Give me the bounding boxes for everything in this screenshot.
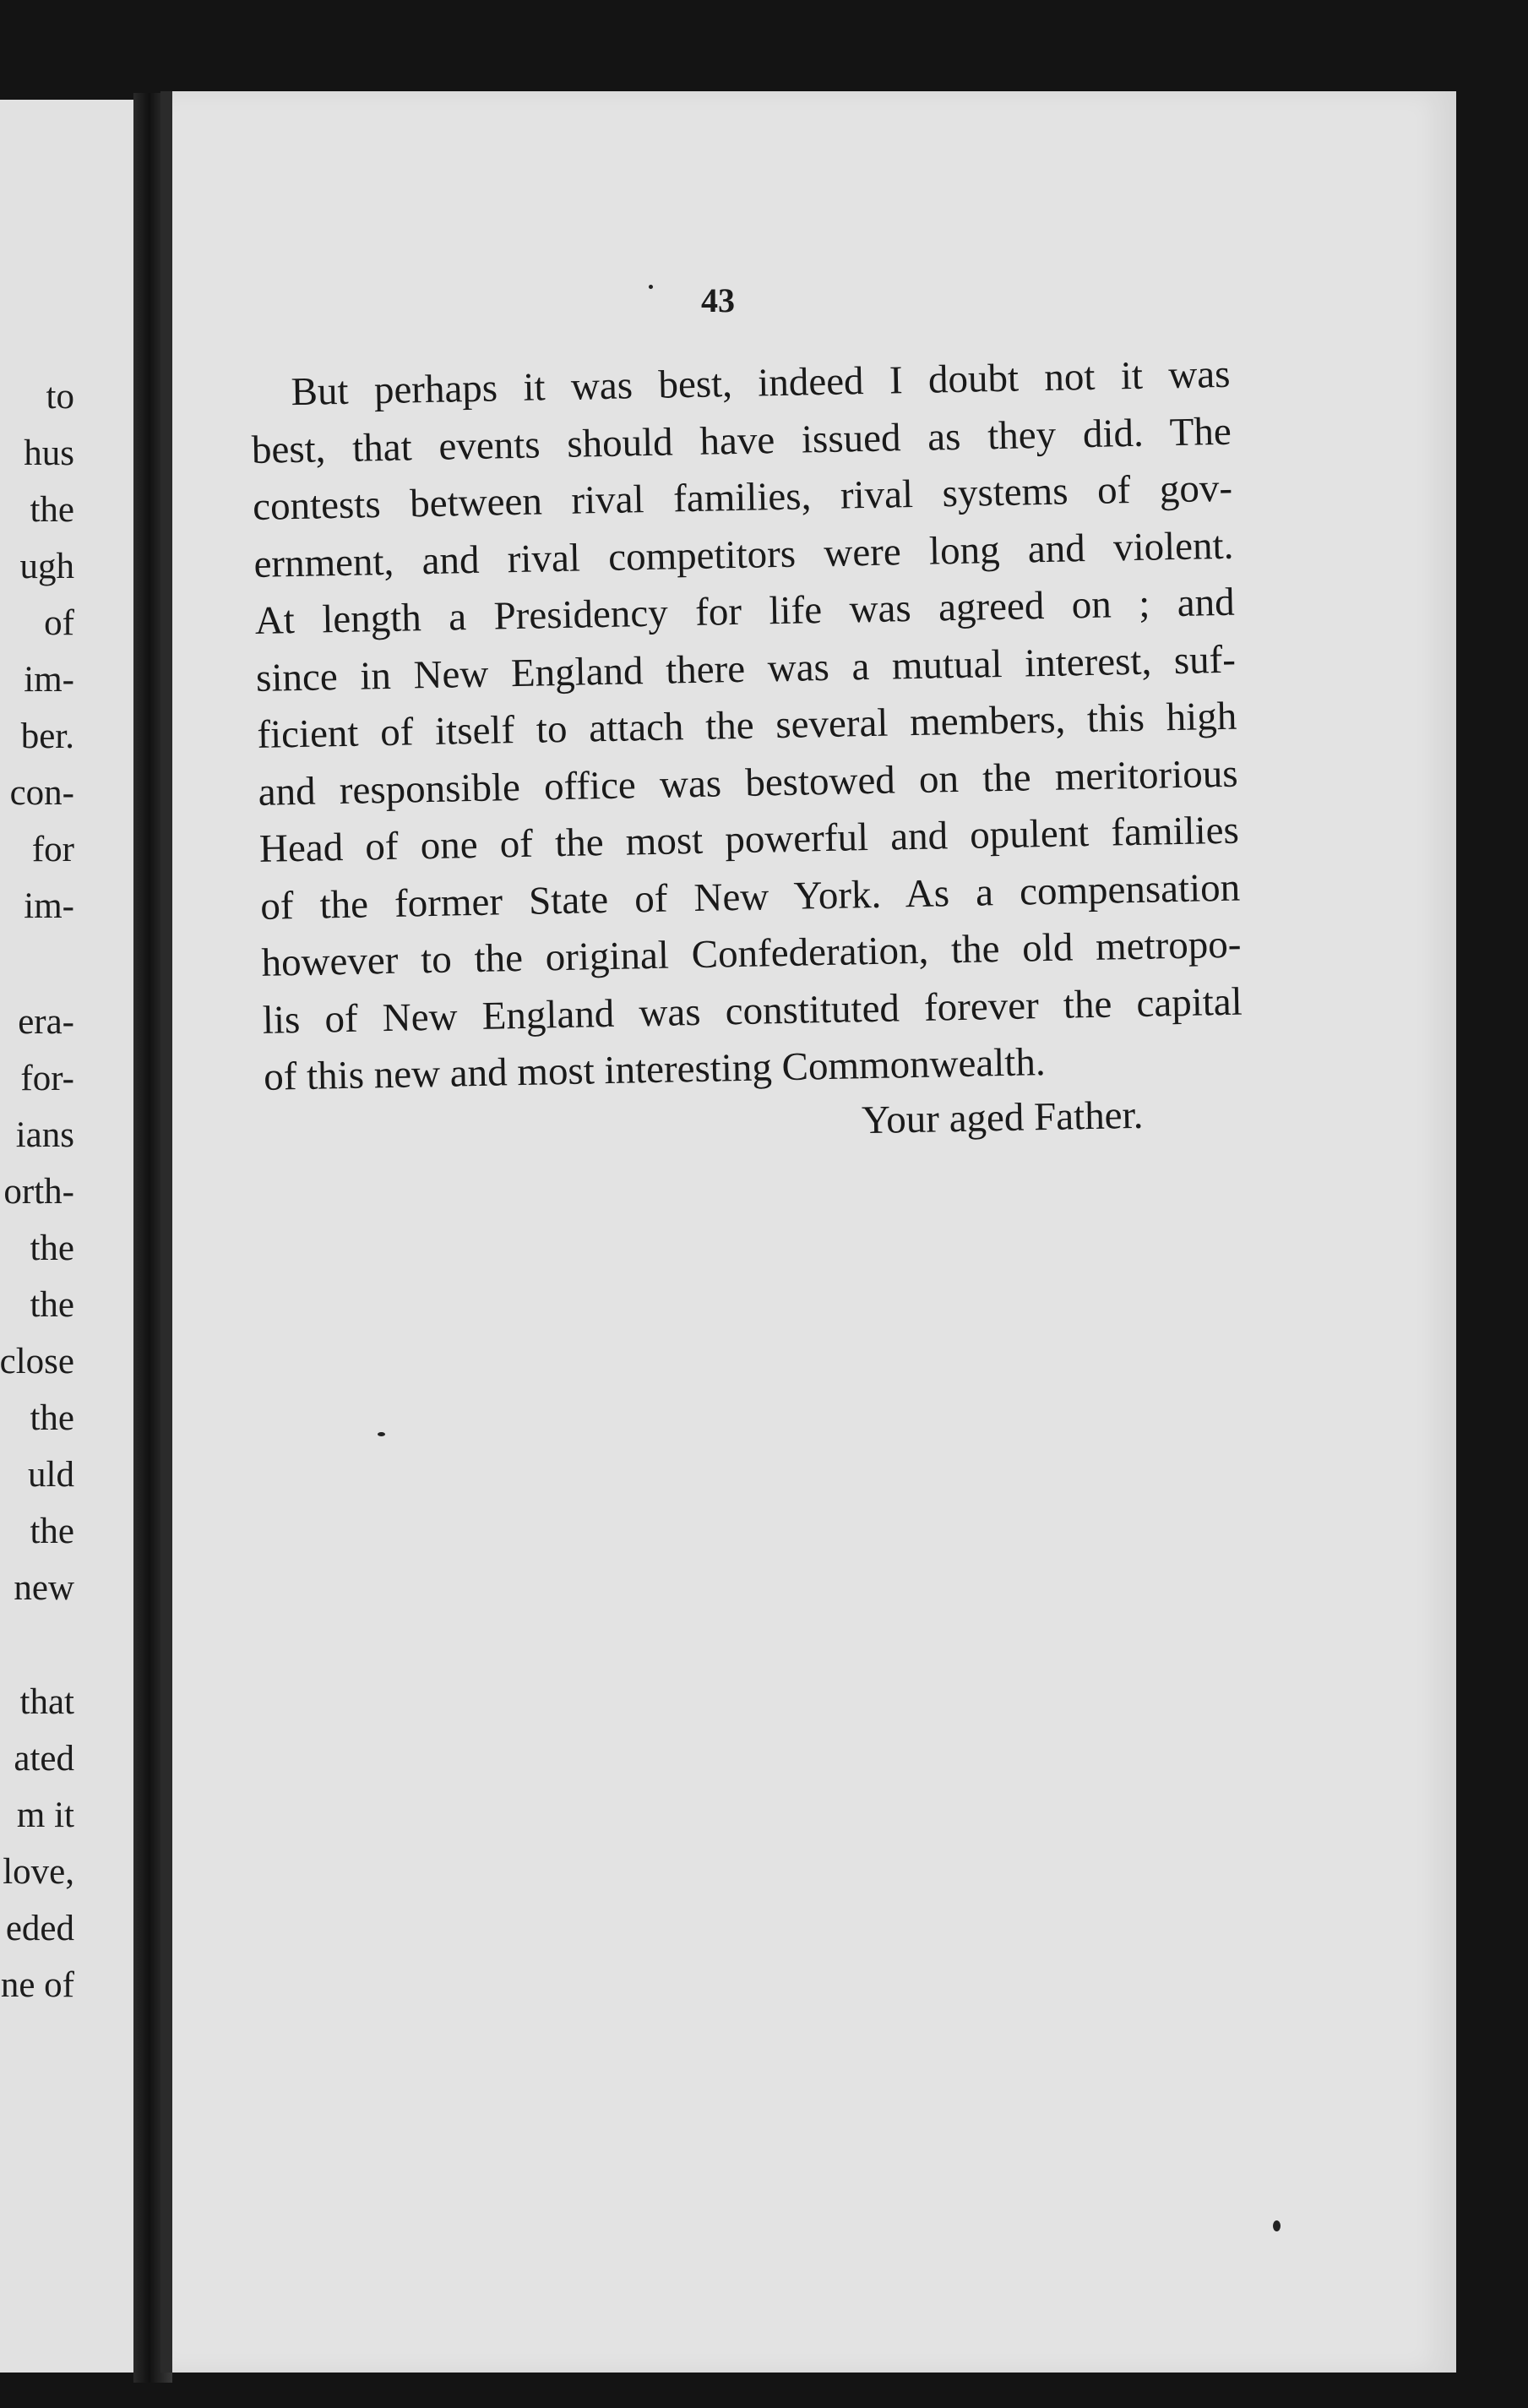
signature-line: Your aged Father. [861, 1092, 1144, 1143]
left-page-fragment [0, 100, 133, 2373]
text-line: ernment, and rival competitors were long and violent. [253, 523, 1234, 586]
left-line-fragment: hus [24, 433, 74, 473]
left-line-fragment: of [44, 603, 74, 643]
left-line-fragment: m it [16, 1795, 74, 1835]
body-paragraph [250, 346, 1244, 1107]
text-line: of this new and most interesting Commonwealth. [263, 1040, 1047, 1099]
left-line-fragment: the [30, 490, 74, 530]
left-line-fragment: close [0, 1342, 74, 1381]
ink-speck [649, 285, 653, 289]
text-line: and responsible office was bestowed on the meritorious [258, 751, 1238, 814]
left-line-fragment: new [14, 1568, 74, 1608]
left-line-fragment: ians [15, 1115, 74, 1155]
left-line-fragment: the [30, 1398, 74, 1438]
left-line-fragment: ber. [20, 716, 74, 756]
left-line-fragment: uld [28, 1455, 74, 1495]
left-line-fragment: con- [9, 773, 74, 813]
text-line: of the former State of New York. As a compensation [259, 865, 1241, 929]
text-line: lis of New England was constituted forever the capital [262, 979, 1243, 1043]
text-line: ficient of itself to attach the several members, this high [256, 694, 1237, 757]
left-line-fragment: ated [14, 1739, 74, 1779]
left-line-fragment: im- [24, 886, 74, 926]
text-line: At length a Presidency for life was agreed on ; and [254, 580, 1236, 643]
left-line-fragment: ugh [19, 547, 74, 586]
text-line: best, that events should have issued as they did. The [251, 409, 1232, 472]
text-line: however to the original Confederation, the old metropo- [261, 922, 1242, 985]
left-line-fragment: to [46, 377, 74, 417]
left-line-fragment: for [31, 830, 74, 869]
text-line: But perhaps it was best, indeed I doubt not it was [291, 351, 1231, 415]
left-line-fragment: for- [20, 1059, 74, 1098]
text-line: Head of one of the most powerful and opulent families [258, 808, 1240, 871]
left-line-fragment: eded [5, 1909, 74, 1948]
left-line-fragment: that [19, 1682, 74, 1722]
left-line-fragment: the [30, 1285, 74, 1325]
left-line-fragment: era- [18, 1002, 74, 1042]
text-line: since in New England there was a mutual interest, suf- [255, 637, 1237, 700]
left-line-fragment: orth- [3, 1172, 74, 1212]
left-line-fragment: ne of [0, 1965, 74, 2005]
left-line-fragment: the [30, 1229, 74, 1268]
text-line: contests between rival families, rival systems of gov- [252, 466, 1233, 529]
left-line-fragment: im- [24, 660, 74, 700]
left-line-fragment: the [30, 1512, 74, 1551]
ink-speck [1273, 2220, 1281, 2231]
left-line-fragment: love, [3, 1852, 74, 1892]
ink-speck [378, 1432, 385, 1436]
page-number: 43 [701, 281, 735, 319]
